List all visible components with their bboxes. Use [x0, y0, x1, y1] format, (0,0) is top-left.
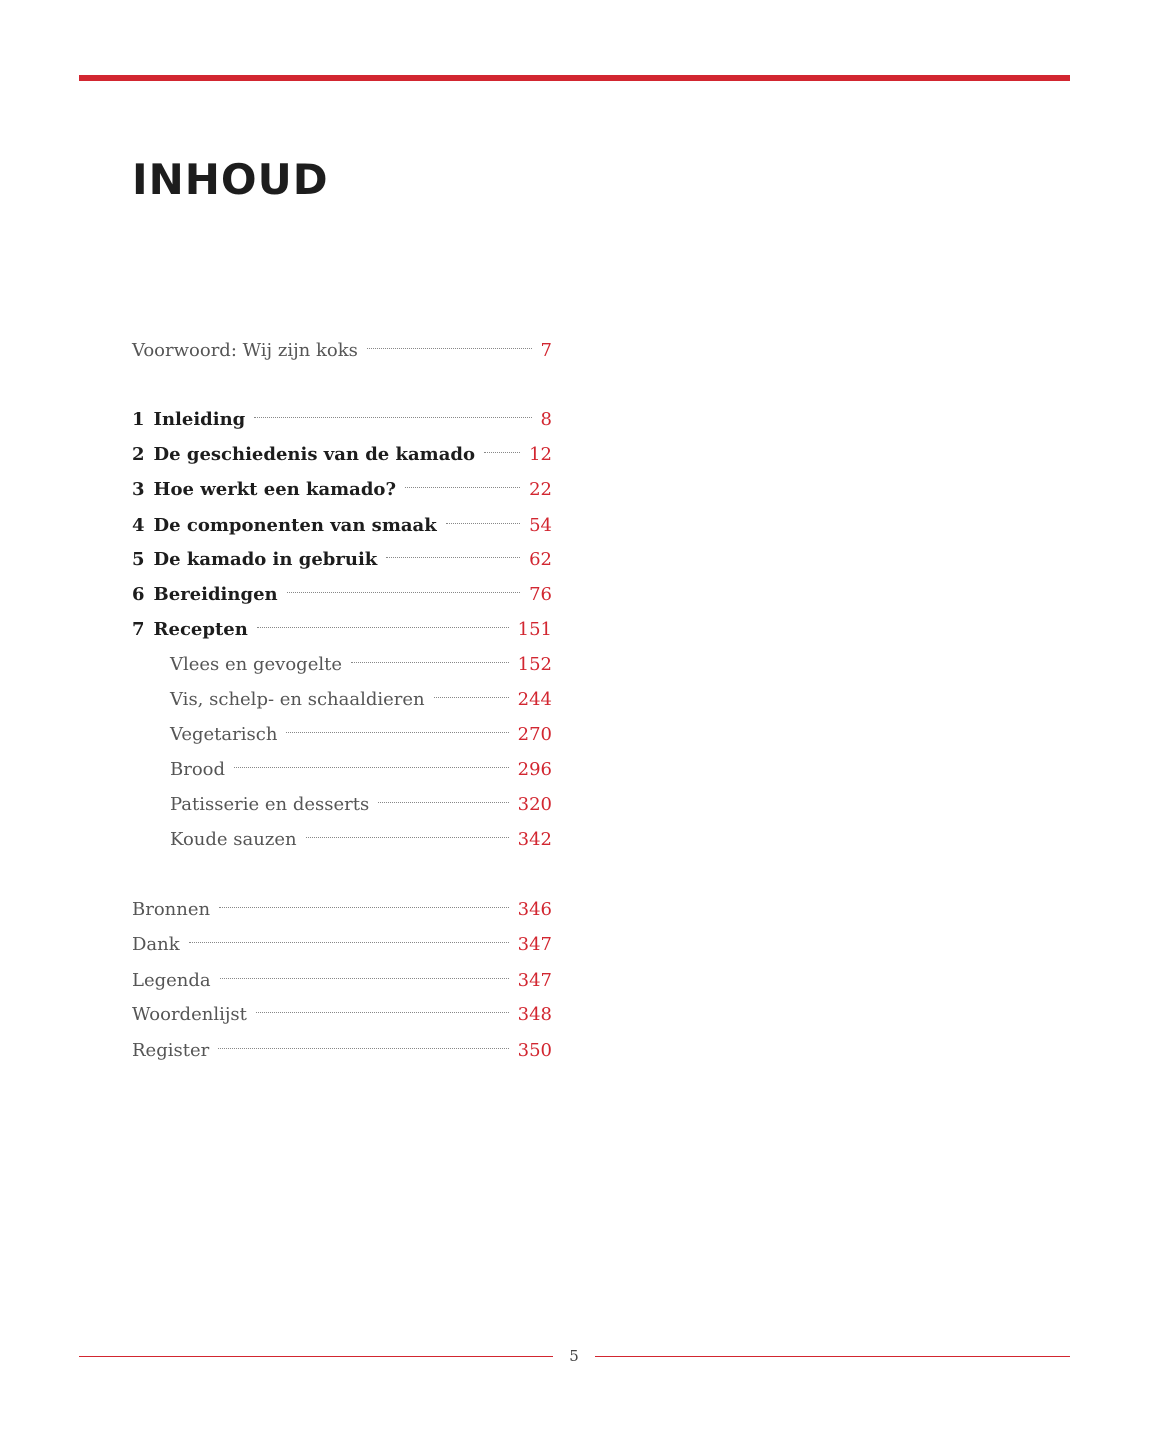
- toc-entry-label: Koude sauzen: [170, 829, 297, 850]
- dot-leader: [254, 417, 531, 418]
- footer-rule-right: [595, 1356, 1070, 1357]
- toc-entry-page: 76: [529, 584, 552, 605]
- toc-entry-label: Brood: [170, 759, 226, 780]
- toc-entry-label: Bronnen: [132, 899, 211, 920]
- footer-rule-left: [79, 1356, 553, 1357]
- dot-leader: [220, 978, 509, 979]
- dot-leader: [189, 942, 509, 943]
- toc-entry-page: 296: [517, 759, 552, 780]
- dot-leader: [219, 907, 509, 908]
- toc-entry-foreword[interactable]: [132, 336, 552, 366]
- toc-entry-page: 342: [517, 829, 552, 850]
- toc-entry-label: Recepten: [153, 619, 248, 640]
- dot-leader: [287, 592, 520, 593]
- toc-subsection[interactable]: [170, 650, 552, 680]
- toc-entry-label: Hoe werkt een kamado?: [153, 479, 396, 500]
- toc-entry-label: Register: [132, 1040, 210, 1061]
- chapter-number: 1: [132, 409, 145, 430]
- toc-appendix-entry[interactable]: [132, 1000, 552, 1030]
- dot-leader: [286, 732, 508, 733]
- dot-leader: [367, 348, 532, 349]
- toc-appendix-entry[interactable]: [132, 1036, 552, 1066]
- toc-entry-page: 350: [517, 1040, 552, 1061]
- toc-entry-label: Woordenlijst: [132, 1004, 247, 1025]
- toc-entry-page: 54: [529, 515, 552, 536]
- chapter-number: 3: [132, 479, 145, 500]
- toc-subsection[interactable]: [170, 790, 552, 820]
- page-title: INHOUD: [132, 155, 329, 204]
- chapter-number: 5: [132, 549, 145, 570]
- dot-leader: [446, 523, 520, 524]
- toc-entry-label: De componenten van smaak: [153, 515, 437, 536]
- toc-chapter[interactable]: [132, 440, 552, 470]
- toc-chapter[interactable]: [132, 580, 552, 610]
- toc-entry-label: Vlees en gevogelte: [170, 654, 342, 675]
- dot-leader: [234, 767, 509, 768]
- toc-entry-page: 346: [517, 899, 552, 920]
- toc-appendix-entry[interactable]: [132, 895, 552, 925]
- toc-entry-label: Vis, schelp- en schaaldieren: [170, 689, 425, 710]
- toc-entry-page: 348: [517, 1004, 552, 1025]
- dot-leader: [218, 1048, 508, 1049]
- toc-entry-label: Legenda: [132, 970, 211, 991]
- toc-entry-page: 152: [517, 654, 552, 675]
- dot-leader: [257, 627, 509, 628]
- toc-entry-page: 244: [517, 689, 552, 710]
- toc-chapter[interactable]: [132, 475, 552, 505]
- toc-entry-page: 62: [529, 549, 552, 570]
- toc-appendix-entry[interactable]: [132, 930, 552, 960]
- toc-subsection[interactable]: [170, 825, 552, 855]
- dot-leader: [351, 662, 509, 663]
- toc-entry-label: Inleiding: [153, 409, 246, 430]
- toc-entry-label: Vegetarisch: [170, 724, 278, 745]
- dot-leader: [405, 487, 520, 488]
- toc-subsection[interactable]: [170, 755, 552, 785]
- toc-entry-page: 151: [517, 619, 552, 640]
- toc-entry-label: Dank: [132, 934, 180, 955]
- toc-entry-page: 347: [517, 934, 552, 955]
- page-number: 5: [569, 1347, 579, 1365]
- toc-entry-label: De kamado in gebruik: [153, 549, 378, 570]
- dot-leader: [306, 837, 509, 838]
- dot-leader: [386, 557, 520, 558]
- toc-chapter[interactable]: [132, 545, 552, 575]
- toc-entry-page: 8: [540, 409, 552, 430]
- chapter-number: 2: [132, 444, 145, 465]
- toc-entry-label: Patisserie en desserts: [170, 794, 370, 815]
- toc-chapter[interactable]: [132, 615, 552, 645]
- toc-entry-label: De geschiedenis van de kamado: [153, 444, 475, 465]
- chapter-number: 7: [132, 619, 145, 640]
- toc-entry-page: 12: [529, 444, 552, 465]
- toc-appendix-entry[interactable]: [132, 966, 552, 996]
- toc-entry-page: 22: [529, 479, 552, 500]
- top-rule: [79, 75, 1070, 81]
- toc-subsection[interactable]: [170, 720, 552, 750]
- toc-subsection[interactable]: [170, 685, 552, 715]
- dot-leader: [434, 697, 509, 698]
- toc-entry-page: 270: [517, 724, 552, 745]
- dot-leader: [256, 1012, 509, 1013]
- chapter-number: 4: [132, 515, 145, 536]
- dot-leader: [484, 452, 520, 453]
- toc-chapter[interactable]: [132, 405, 552, 435]
- chapter-number: 6: [132, 584, 145, 605]
- toc-entry-label: Voorwoord: Wij zijn koks: [132, 340, 358, 361]
- toc-entry-page: 347: [517, 970, 552, 991]
- toc-entry-page: 320: [517, 794, 552, 815]
- toc-entry-page: 7: [540, 340, 552, 361]
- toc-entry-label: Bereidingen: [153, 584, 278, 605]
- toc-chapter[interactable]: [132, 511, 552, 541]
- dot-leader: [378, 802, 508, 803]
